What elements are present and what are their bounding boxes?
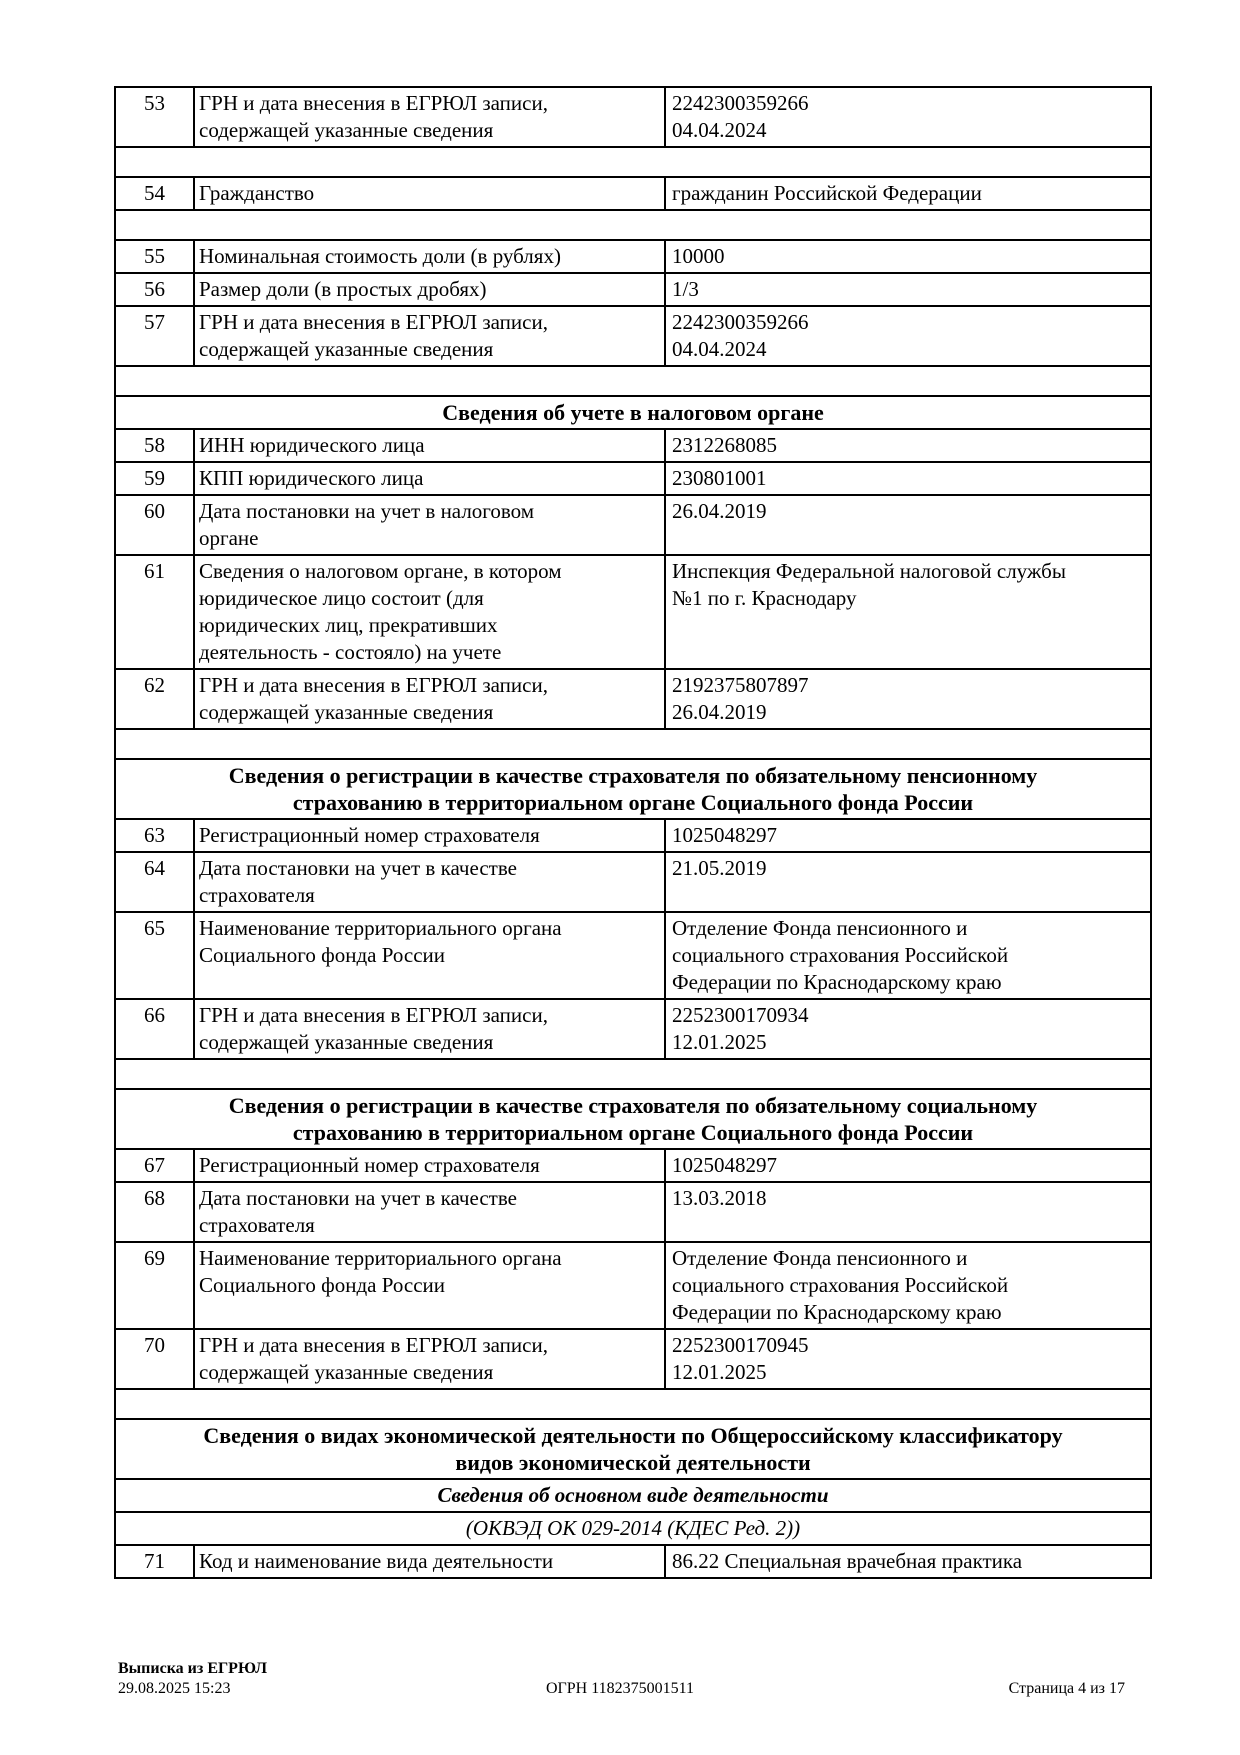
row-value-cell [665, 852, 1151, 912]
section-line: Сведения о видах экономической деятельности по Общероссийскому классификатору [203, 1423, 1063, 1448]
value-line: Отделение Фонда пенсионного и [672, 1246, 968, 1270]
label-line: юридических лиц, прекративших [199, 613, 498, 637]
table-row [115, 462, 1151, 495]
spacer-cell [115, 210, 1151, 240]
label-line: деятельность - состояло) на учете [199, 640, 502, 664]
table-row [115, 87, 1151, 147]
spacer-cell [115, 1389, 1151, 1419]
row-number-cell: 54 [115, 177, 194, 210]
value-line: Федерации по Краснодарскому краю [672, 1300, 1002, 1324]
spacer-row [115, 1389, 1151, 1419]
table-row [115, 555, 1151, 669]
value-line: 26.04.2019 [672, 499, 767, 523]
footer-page-number: Страница 4 из 17 [1008, 1680, 1125, 1697]
label-line: ГРН и дата внесения в ЕГРЮЛ записи, [199, 91, 548, 115]
label-line: ГРН и дата внесения в ЕГРЮЛ записи, [199, 1333, 548, 1357]
row-value-cell [665, 1545, 1151, 1578]
value-line: №1 по г. Краснодару [672, 586, 857, 610]
egrul-extract-table [114, 86, 1152, 1579]
row-number-cell: 61 [115, 555, 194, 669]
section-line: Сведения о регистрации в качестве страхователя по обязательному социальному [228, 1093, 1038, 1118]
subnote-row [115, 1512, 1151, 1545]
row-value-cell [665, 912, 1151, 999]
section-line: Сведения о регистрации в качестве страхователя по обязательному пенсионному [228, 763, 1038, 788]
value-line: Отделение Фонда пенсионного и [672, 916, 968, 940]
subsection-line: Сведения об основном виде деятельности [437, 1483, 829, 1507]
spacer-row [115, 729, 1151, 759]
row-number-cell: 59 [115, 462, 194, 495]
row-value-cell [665, 1329, 1151, 1389]
table-row [115, 273, 1151, 306]
row-label-cell [194, 495, 665, 555]
row-number-cell: 57 [115, 306, 194, 366]
value-line: 04.04.2024 [672, 337, 767, 361]
row-number-cell: 55 [115, 240, 194, 273]
row-number-cell: 68 [115, 1182, 194, 1242]
section-line: видов экономической деятельности [455, 1450, 811, 1475]
row-label-cell [194, 1242, 665, 1329]
value-line: 12.01.2025 [672, 1030, 767, 1054]
row-number-cell: 53 [115, 87, 194, 147]
value-line: 2242300359266 [672, 91, 809, 115]
value-line: 2192375807897 [672, 673, 809, 697]
row-value-cell [665, 87, 1151, 147]
row-label-cell [194, 273, 665, 306]
label-line: Сведения о налоговом органе, в котором [199, 559, 562, 583]
table-row [115, 495, 1151, 555]
section-line: страхованию в территориальном органе Социального фонда России [292, 790, 974, 815]
row-number-cell: 71 [115, 1545, 194, 1578]
section-row [115, 1419, 1151, 1479]
row-label-cell [194, 555, 665, 669]
row-label-cell [194, 87, 665, 147]
footer-doc-type: Выписка из ЕГРЮЛ [118, 1660, 268, 1677]
row-value-cell [665, 1182, 1151, 1242]
row-number-cell: 66 [115, 999, 194, 1059]
value-line: Федерации по Краснодарскому краю [672, 970, 1002, 994]
subnote-line: (ОКВЭД ОК 029-2014 (КДЕС Ред. 2)) [465, 1516, 801, 1540]
label-line: Размер доли (в простых дробях) [199, 277, 487, 301]
value-line: гражданин Российской Федерации [672, 181, 982, 205]
value-line: Инспекция Федеральной налоговой службы [672, 559, 1066, 583]
label-line: ГРН и дата внесения в ЕГРЮЛ записи, [199, 1003, 548, 1027]
label-line: Социального фонда России [199, 943, 446, 967]
row-number-cell: 67 [115, 1149, 194, 1182]
table-row [115, 1329, 1151, 1389]
section-line: Сведения об учете в налоговом органе [442, 400, 824, 425]
row-value-cell [665, 177, 1151, 210]
row-number-cell: 69 [115, 1242, 194, 1329]
value-line: 2252300170945 [672, 1333, 809, 1357]
label-line: содержащей указанные сведения [199, 700, 494, 724]
value-line: 10000 [672, 244, 725, 268]
row-label-cell [194, 669, 665, 729]
row-value-cell [665, 306, 1151, 366]
row-value-cell [665, 495, 1151, 555]
spacer-row [115, 210, 1151, 240]
label-line: Дата постановки на учет в качестве [199, 1186, 517, 1210]
section-header-cell [115, 1419, 1151, 1479]
row-value-cell [665, 669, 1151, 729]
row-label-cell [194, 429, 665, 462]
section-header-cell [115, 396, 1151, 429]
label-line: содержащей указанные сведения [199, 118, 494, 142]
label-line: Регистрационный номер страхователя [199, 823, 540, 847]
row-number-cell: 70 [115, 1329, 194, 1389]
row-value-cell [665, 462, 1151, 495]
label-line: КПП юридического лица [199, 466, 424, 490]
row-number-cell: 60 [115, 495, 194, 555]
value-line: 1025048297 [672, 823, 777, 847]
row-label-cell [194, 177, 665, 210]
row-number-cell: 64 [115, 852, 194, 912]
row-number-cell: 58 [115, 429, 194, 462]
label-line: страхователя [199, 1213, 315, 1237]
value-line: 2252300170934 [672, 1003, 809, 1027]
spacer-cell [115, 1059, 1151, 1089]
spacer-row [115, 366, 1151, 396]
value-line: 12.01.2025 [672, 1360, 767, 1384]
value-line: 13.03.2018 [672, 1186, 767, 1210]
section-header-cell [115, 759, 1151, 819]
spacer-cell [115, 729, 1151, 759]
table-row [115, 669, 1151, 729]
row-value-cell [665, 1149, 1151, 1182]
table-row [115, 1182, 1151, 1242]
row-label-cell [194, 240, 665, 273]
table-row [115, 429, 1151, 462]
row-label-cell [194, 306, 665, 366]
label-line: Наименование территориального органа [199, 916, 562, 940]
value-line: 26.04.2019 [672, 700, 767, 724]
value-line: 2312268085 [672, 433, 777, 457]
table-row [115, 819, 1151, 852]
label-line: Дата постановки на учет в налоговом [199, 499, 535, 523]
row-label-cell [194, 1182, 665, 1242]
row-number-cell: 56 [115, 273, 194, 306]
spacer-row [115, 1059, 1151, 1089]
row-value-cell [665, 555, 1151, 669]
value-line: социального страхования Российской [672, 1273, 1009, 1297]
subsection-row [115, 1479, 1151, 1512]
label-line: Код и наименование вида деятельности [199, 1549, 554, 1573]
row-label-cell [194, 999, 665, 1059]
label-line: юридическое лицо состоит (для [199, 586, 484, 610]
table-body [115, 87, 1151, 1578]
value-line: социального страхования Российской [672, 943, 1009, 967]
spacer-row [115, 147, 1151, 177]
row-label-cell [194, 1329, 665, 1389]
label-line: содержащей указанные сведения [199, 1030, 494, 1054]
row-value-cell [665, 999, 1151, 1059]
page-footer [115, 1659, 1125, 1705]
value-line: 04.04.2024 [672, 118, 767, 142]
table-row [115, 999, 1151, 1059]
table-row [115, 912, 1151, 999]
label-line: Гражданство [199, 181, 315, 205]
label-line: содержащей указанные сведения [199, 1360, 494, 1384]
row-number-cell: 65 [115, 912, 194, 999]
label-line: Номинальная стоимость доли (в рублях) [199, 244, 561, 268]
value-line: 2242300359266 [672, 310, 809, 334]
row-value-cell [665, 429, 1151, 462]
table-row [115, 1149, 1151, 1182]
value-line: 1/3 [672, 277, 699, 301]
row-label-cell [194, 819, 665, 852]
section-row [115, 396, 1151, 429]
subnote-header-cell [115, 1512, 1151, 1545]
label-line: Дата постановки на учет в качестве [199, 856, 517, 880]
table-row [115, 306, 1151, 366]
footer-ogrn: ОГРН 1182375001511 [545, 1680, 695, 1697]
table-row [115, 240, 1151, 273]
label-line: страхователя [199, 883, 315, 907]
row-label-cell [194, 462, 665, 495]
table-row [115, 852, 1151, 912]
label-line: ГРН и дата внесения в ЕГРЮЛ записи, [199, 673, 548, 697]
row-label-cell [194, 912, 665, 999]
row-value-cell [665, 819, 1151, 852]
label-line: органе [199, 526, 259, 550]
value-line: 230801001 [672, 466, 767, 490]
value-line: 86.22 Специальная врачебная практика [672, 1549, 1023, 1573]
label-line: Наименование территориального органа [199, 1246, 562, 1270]
row-number-cell: 62 [115, 669, 194, 729]
label-line: ИНН юридического лица [199, 433, 425, 457]
label-line: содержащей указанные сведения [199, 337, 494, 361]
row-value-cell [665, 240, 1151, 273]
table-row [115, 177, 1151, 210]
subsection-header-cell [115, 1479, 1151, 1512]
section-header-cell [115, 1089, 1151, 1149]
table-row [115, 1545, 1151, 1578]
footer-datetime: 29.08.2025 15:23 [118, 1680, 231, 1697]
spacer-cell [115, 366, 1151, 396]
label-line: Социального фонда России [199, 1273, 446, 1297]
value-line: 21.05.2019 [672, 856, 767, 880]
section-row [115, 1089, 1151, 1149]
row-number-cell: 63 [115, 819, 194, 852]
label-line: Регистрационный номер страхователя [199, 1153, 540, 1177]
row-label-cell [194, 1149, 665, 1182]
row-label-cell [194, 1545, 665, 1578]
section-row [115, 759, 1151, 819]
value-line: 1025048297 [672, 1153, 777, 1177]
row-label-cell [194, 852, 665, 912]
row-value-cell [665, 1242, 1151, 1329]
label-line: ГРН и дата внесения в ЕГРЮЛ записи, [199, 310, 548, 334]
spacer-cell [115, 147, 1151, 177]
section-line: страхованию в территориальном органе Социального фонда России [292, 1120, 974, 1145]
row-value-cell [665, 273, 1151, 306]
table-row [115, 1242, 1151, 1329]
